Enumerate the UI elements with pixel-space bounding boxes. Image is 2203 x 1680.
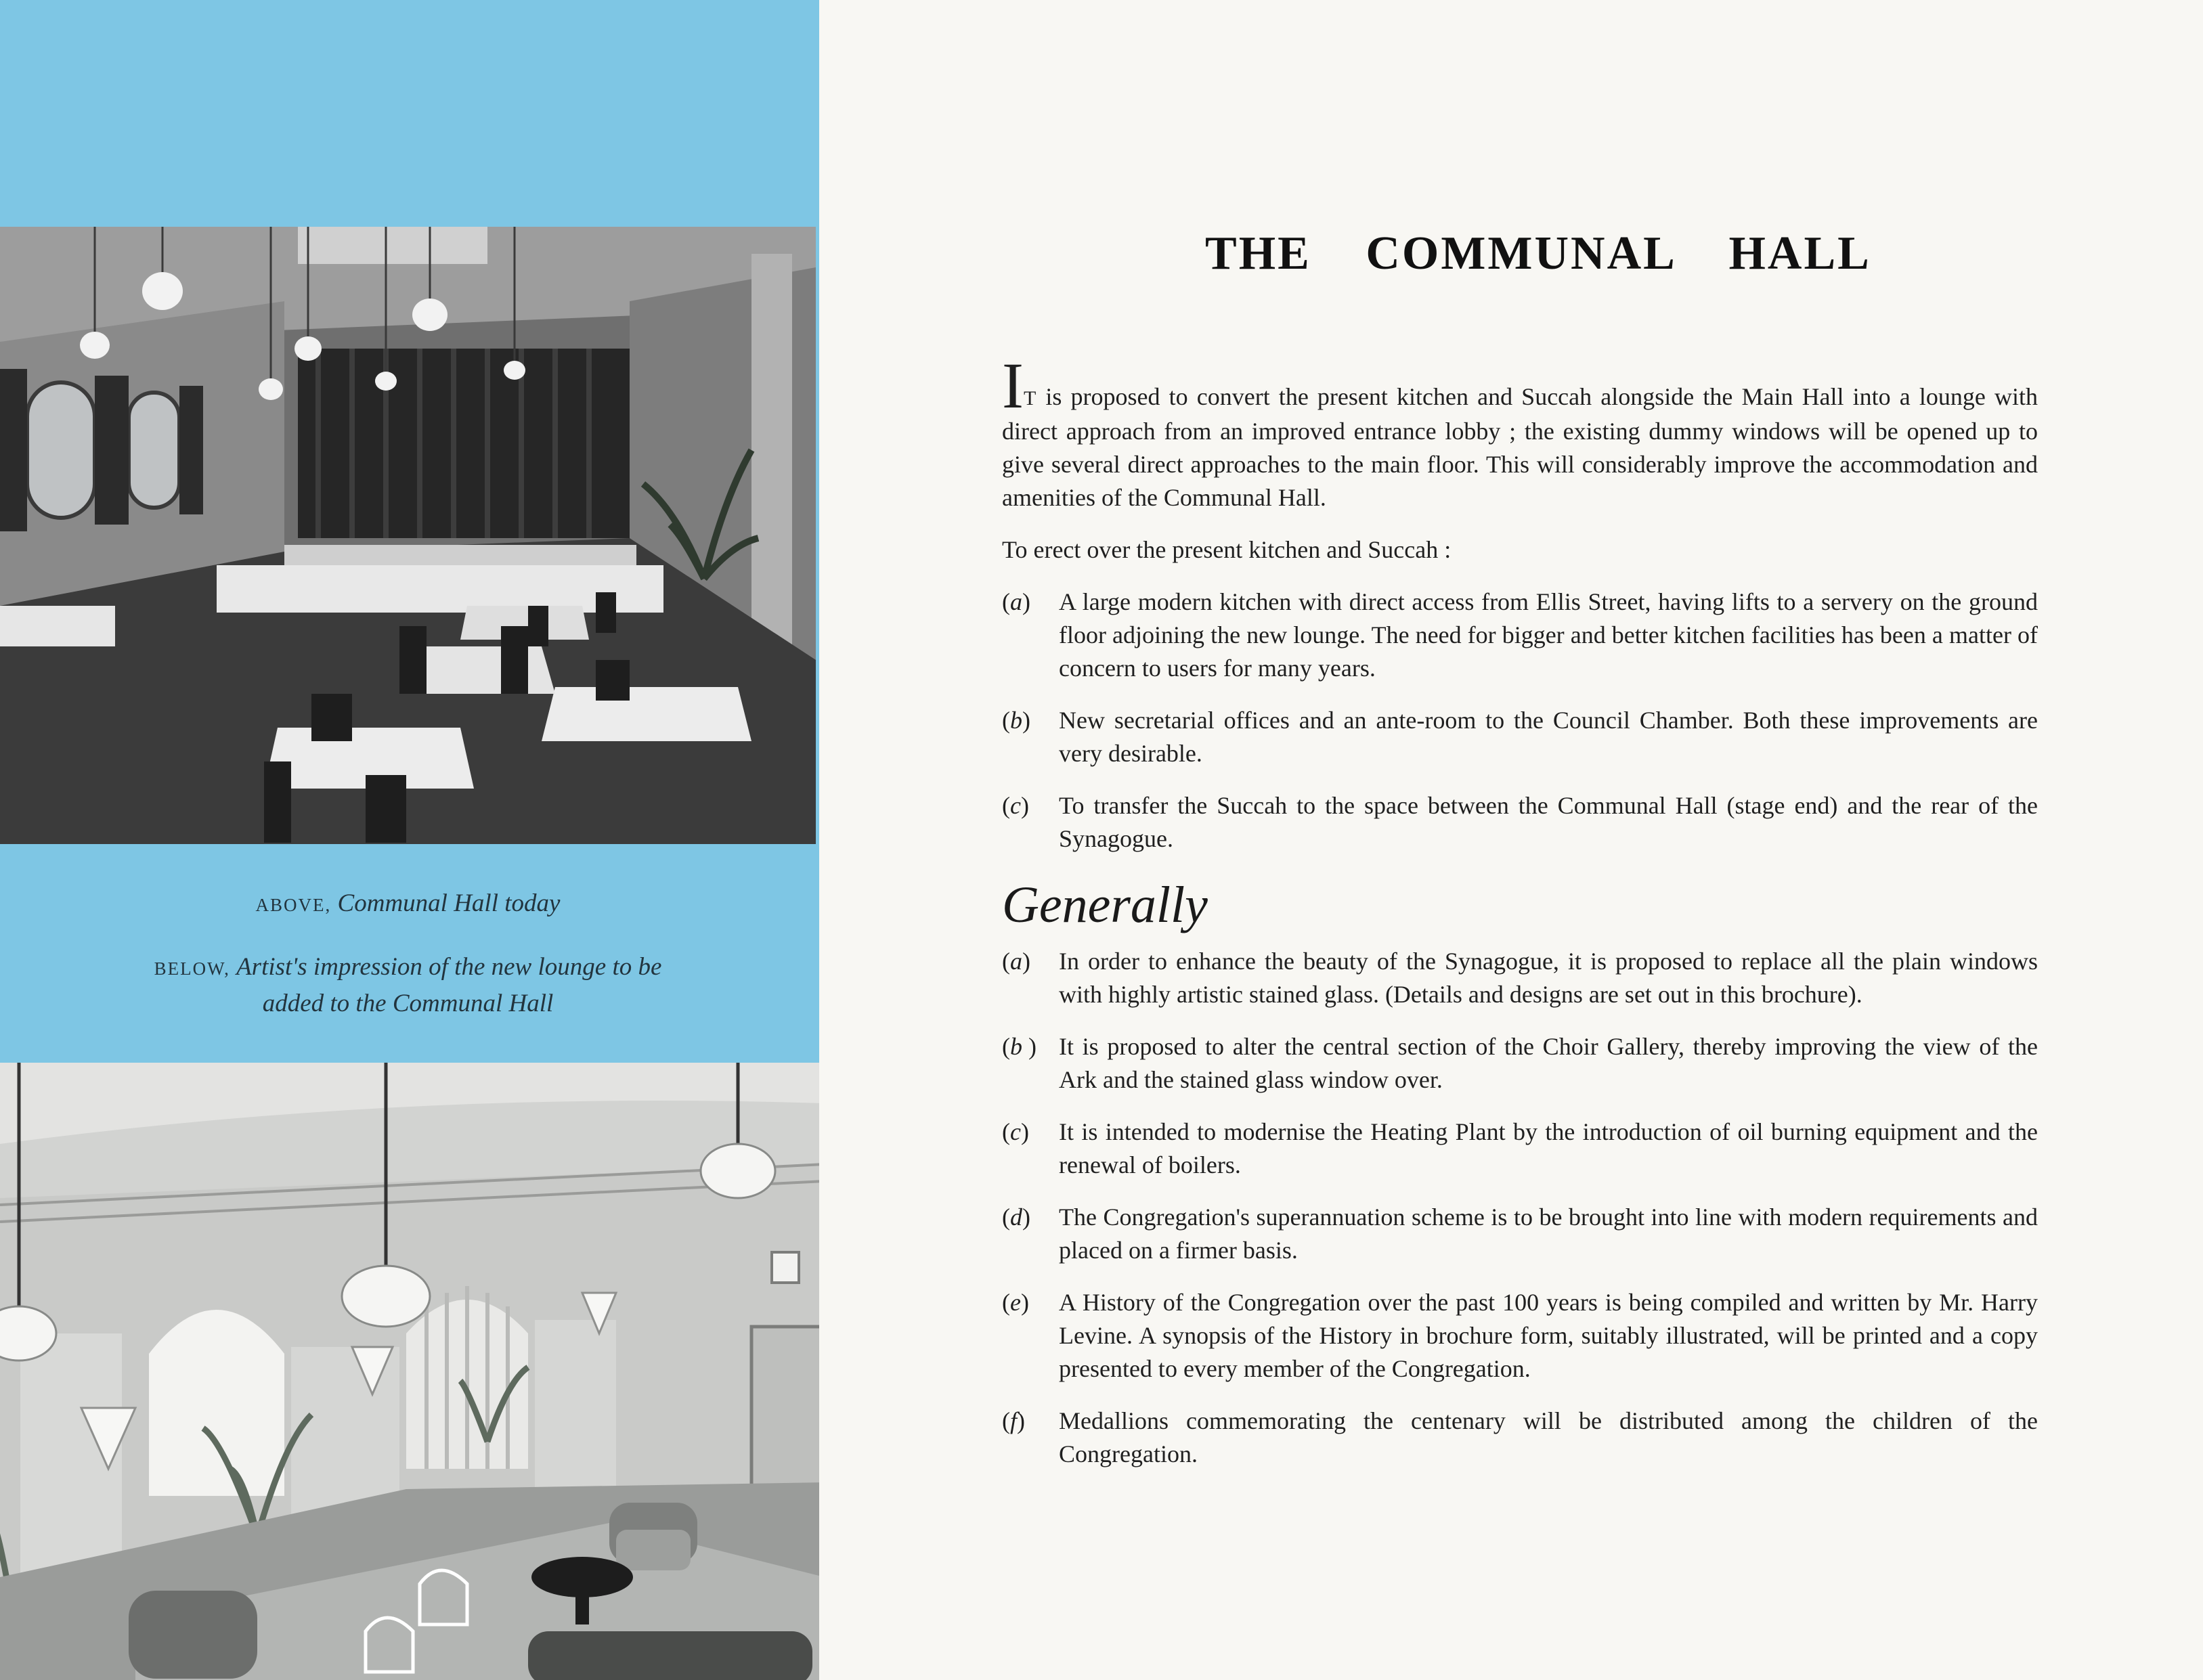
item-text: The Congregation's superannuation scheme is to be brought into line with modern requirements and placed on a firmer basis. — [1059, 1203, 2038, 1264]
intro-text: is proposed to convert the present kitchen and Succah alongside the Main Hall into a lounge with direct approach from an improved entrance lobby ; the existing dummy windows will be opened up to give several direct approaches to the main floor. This will considerably improve the accommodation and amenities of the Communal Hall. — [1002, 383, 2038, 511]
item-text: A History of the Congregation over the past 100 years is being compiled and written by Mr. Harry Levine. A synopsis of the History in brochure form, suitably illustrated, will be printed and a copy presented to every member of the Congregation. — [1059, 1289, 2038, 1382]
text-page — [819, 0, 2203, 1680]
item-marker: (a) — [1002, 588, 1030, 615]
caption-below — [154, 950, 662, 986]
page-title: THE COMMUNAL HALL — [1205, 227, 1871, 280]
erect-item-a — [1002, 585, 2038, 685]
lounge-illustration — [0, 1063, 819, 1680]
item-marker: (d) — [1002, 1203, 1030, 1231]
lounge-illustration-drawing — [0, 1063, 819, 1680]
drop-cap: I — [1002, 349, 1024, 422]
intro-paragraph — [1002, 349, 2038, 514]
communal-hall-photo-drawing — [0, 227, 816, 844]
section-heading-generally: Generally — [1002, 877, 1208, 933]
item-text: Medallions commemorating the centenary will be distributed among the children of the Congregation. — [1059, 1407, 2038, 1467]
generally-item-b — [1002, 1030, 2038, 1097]
photo-captions — [0, 844, 816, 1063]
drop-cap-rest: T — [1023, 387, 1037, 410]
generally-item-d — [1002, 1201, 2038, 1267]
caption-below-prefix: BELOW, — [154, 958, 230, 979]
item-marker: (f) — [1002, 1407, 1026, 1434]
caption-above-prefix: ABOVE, — [255, 894, 332, 915]
caption-above-text: Communal Hall today — [337, 889, 561, 917]
generally-item-f — [1002, 1405, 2038, 1471]
item-marker: (a) — [1002, 948, 1030, 975]
item-text: New secretarial offices and an ante-room to the Council Chamber. Both these improvements are very desirable. — [1059, 707, 2038, 767]
item-marker: (e) — [1002, 1289, 1029, 1316]
caption-below-line-2 — [263, 986, 554, 1021]
body-text — [1002, 349, 2038, 1490]
item-marker: (c) — [1002, 792, 1029, 819]
generally-item-c — [1002, 1115, 2038, 1182]
item-text: It is intended to modernise the Heating Plant by the introduction of oil burning equipment and the renewal of boilers. — [1059, 1118, 2038, 1178]
item-marker: (b ) — [1002, 1033, 1037, 1060]
item-text: A large modern kitchen with direct access from Ellis Street, having lifts to a servery on the ground floor adjoining the new lounge. The need for bigger and better kitchen facilities has been a matter of concern to users for many years. — [1059, 588, 2038, 682]
item-text: To transfer the Succah to the space between the Communal Hall (stage end) and the rear of the Synagogue. — [1059, 792, 2038, 852]
item-marker: (c) — [1002, 1118, 1029, 1145]
item-text: In order to enhance the beauty of the Synagogue, it is proposed to replace all the plain windows with highly artistic stained glass. (Details and designs are set out in this brochure). — [1059, 948, 2038, 1008]
generally-item-e — [1002, 1286, 2038, 1386]
caption-below-text-1: Artist's impression of the new lounge to be — [236, 952, 662, 981]
caption-below-text-2: added to the Communal Hall — [262, 989, 554, 1017]
caption-above — [256, 886, 561, 923]
generally-item-a — [1002, 945, 2038, 1011]
erect-item-c — [1002, 789, 2038, 856]
erect-paragraph: To erect over the present kitchen and Succah : — [1002, 536, 1452, 563]
left-panel — [0, 0, 819, 1680]
item-text: It is proposed to alter the central section of the Choir Gallery, thereby improving the view of the Ark and the stained glass window over. — [1059, 1033, 2038, 1093]
erect-item-b — [1002, 704, 2038, 770]
communal-hall-photo — [0, 227, 816, 844]
item-marker: (b) — [1002, 707, 1030, 734]
